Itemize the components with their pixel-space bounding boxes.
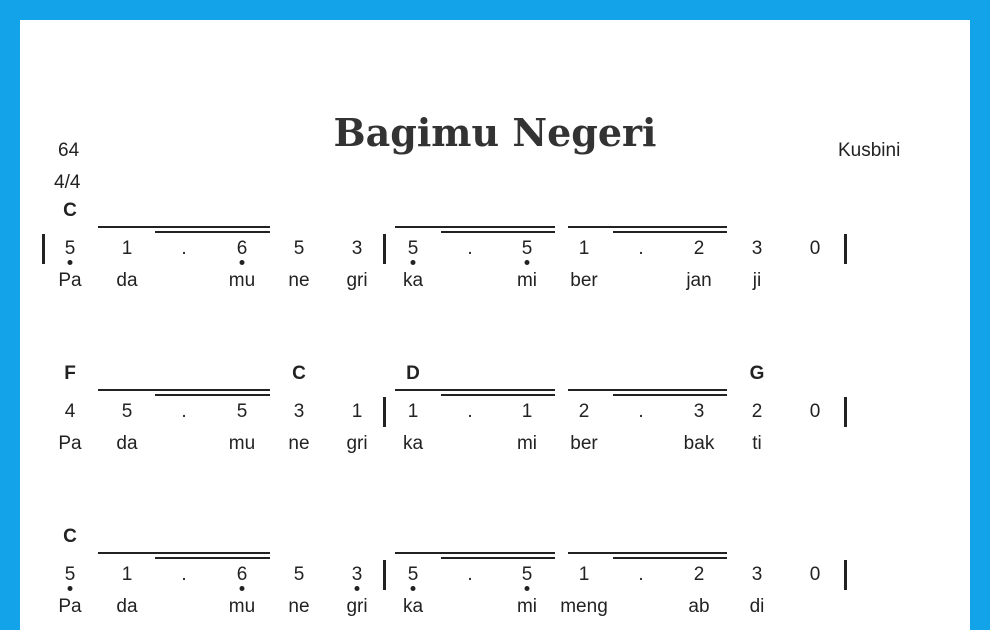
lyric-syllable: da bbox=[116, 596, 138, 617]
lyric-syllable: ab bbox=[688, 596, 710, 617]
note: . bbox=[181, 238, 187, 259]
octave-dot bbox=[240, 586, 245, 591]
lyric-syllable: ne bbox=[288, 596, 310, 617]
note: 5 bbox=[293, 238, 305, 259]
lyric-syllable: ka bbox=[402, 270, 424, 291]
bar-line bbox=[844, 234, 847, 264]
note: 3 bbox=[351, 238, 363, 259]
lyric-syllable: da bbox=[116, 270, 138, 291]
note: 1 bbox=[407, 401, 419, 422]
beam-line bbox=[613, 557, 727, 559]
note: 2 bbox=[751, 401, 763, 422]
bar-line bbox=[844, 560, 847, 590]
octave-dot bbox=[525, 586, 530, 591]
lyric-syllable: ka bbox=[402, 433, 424, 454]
note: 0 bbox=[809, 238, 821, 259]
note: 1 bbox=[578, 564, 590, 585]
note: . bbox=[467, 238, 473, 259]
note: . bbox=[467, 401, 473, 422]
beam-line bbox=[568, 389, 727, 391]
lyric-syllable: ji bbox=[752, 270, 762, 291]
octave-dot bbox=[525, 260, 530, 265]
note: 5 bbox=[64, 564, 76, 585]
lyric-syllable: mu bbox=[228, 433, 256, 454]
tempo-marking: 64 bbox=[58, 140, 80, 161]
beam-line bbox=[98, 226, 270, 228]
note: 0 bbox=[809, 401, 821, 422]
note: 5 bbox=[407, 238, 419, 259]
bar-line bbox=[383, 234, 386, 264]
lyric-syllable: gri bbox=[346, 270, 368, 291]
lyric-syllable: Pa bbox=[58, 270, 82, 291]
beam-line bbox=[98, 552, 270, 554]
score-sheet bbox=[20, 20, 970, 630]
lyric-syllable: bak bbox=[683, 433, 715, 454]
beam-line bbox=[395, 226, 555, 228]
note: 1 bbox=[521, 401, 533, 422]
octave-dot bbox=[411, 260, 416, 265]
beam-line bbox=[155, 394, 270, 396]
note: 5 bbox=[521, 238, 533, 259]
note: 3 bbox=[351, 564, 363, 585]
beam-line bbox=[568, 552, 727, 554]
lyric-syllable: meng bbox=[560, 596, 608, 617]
note: 2 bbox=[693, 564, 705, 585]
note: 0 bbox=[809, 564, 821, 585]
lyric-syllable: Pa bbox=[58, 433, 82, 454]
note: 5 bbox=[521, 564, 533, 585]
bar-line bbox=[383, 397, 386, 427]
note: 1 bbox=[121, 238, 133, 259]
beam-line bbox=[395, 389, 555, 391]
note: 1 bbox=[351, 401, 363, 422]
note: 5 bbox=[64, 238, 76, 259]
note: 1 bbox=[121, 564, 133, 585]
time-signature: 4/4 bbox=[54, 172, 81, 193]
lyric-syllable: ti bbox=[752, 433, 762, 454]
lyric-syllable: di bbox=[749, 596, 765, 617]
beam-line bbox=[155, 231, 270, 233]
beam-line bbox=[98, 389, 270, 391]
note: . bbox=[181, 401, 187, 422]
note: 6 bbox=[236, 564, 248, 585]
octave-dot bbox=[411, 586, 416, 591]
beam-line bbox=[613, 231, 727, 233]
composer-name: Kusbini bbox=[838, 140, 901, 161]
lyric-syllable: ne bbox=[288, 433, 310, 454]
chord-label: D bbox=[406, 363, 420, 384]
beam-line bbox=[568, 226, 727, 228]
chord-label: G bbox=[749, 363, 765, 384]
note: . bbox=[638, 564, 644, 585]
chord-label: C bbox=[63, 200, 77, 221]
octave-dot bbox=[355, 586, 360, 591]
song-title: Bagimu Negeri bbox=[333, 110, 657, 155]
lyric-syllable: ber bbox=[570, 270, 598, 291]
bar-line bbox=[42, 234, 45, 264]
beam-line bbox=[441, 231, 555, 233]
beam-line bbox=[395, 552, 555, 554]
beam-line bbox=[613, 394, 727, 396]
note: . bbox=[638, 401, 644, 422]
octave-dot bbox=[68, 260, 73, 265]
lyric-syllable: ber bbox=[570, 433, 598, 454]
note: . bbox=[467, 564, 473, 585]
lyric-syllable: ka bbox=[402, 596, 424, 617]
lyric-syllable: mu bbox=[228, 270, 256, 291]
note: 2 bbox=[693, 238, 705, 259]
chord-label: C bbox=[292, 363, 306, 384]
note: 2 bbox=[578, 401, 590, 422]
chord-label: F bbox=[64, 363, 76, 384]
note: . bbox=[638, 238, 644, 259]
lyric-syllable: mu bbox=[228, 596, 256, 617]
octave-dot bbox=[240, 260, 245, 265]
note: 1 bbox=[578, 238, 590, 259]
note: 5 bbox=[236, 401, 248, 422]
lyric-syllable: da bbox=[116, 433, 138, 454]
note: . bbox=[181, 564, 187, 585]
octave-dot bbox=[68, 586, 73, 591]
beam-line bbox=[155, 557, 270, 559]
note: 5 bbox=[407, 564, 419, 585]
note: 3 bbox=[693, 401, 705, 422]
lyric-syllable: mi bbox=[516, 596, 538, 617]
beam-line bbox=[441, 394, 555, 396]
note: 3 bbox=[293, 401, 305, 422]
lyric-syllable: gri bbox=[346, 433, 368, 454]
lyric-syllable: mi bbox=[516, 433, 538, 454]
note: 3 bbox=[751, 564, 763, 585]
note: 5 bbox=[121, 401, 133, 422]
beam-line bbox=[441, 557, 555, 559]
bar-line bbox=[383, 560, 386, 590]
lyric-syllable: ne bbox=[288, 270, 310, 291]
lyric-syllable: gri bbox=[346, 596, 368, 617]
note: 3 bbox=[751, 238, 763, 259]
note: 4 bbox=[64, 401, 76, 422]
lyric-syllable: Pa bbox=[58, 596, 82, 617]
note: 5 bbox=[293, 564, 305, 585]
note: 6 bbox=[236, 238, 248, 259]
lyric-syllable: mi bbox=[516, 270, 538, 291]
bar-line bbox=[844, 397, 847, 427]
lyric-syllable: jan bbox=[686, 270, 712, 291]
chord-label: C bbox=[63, 526, 77, 547]
